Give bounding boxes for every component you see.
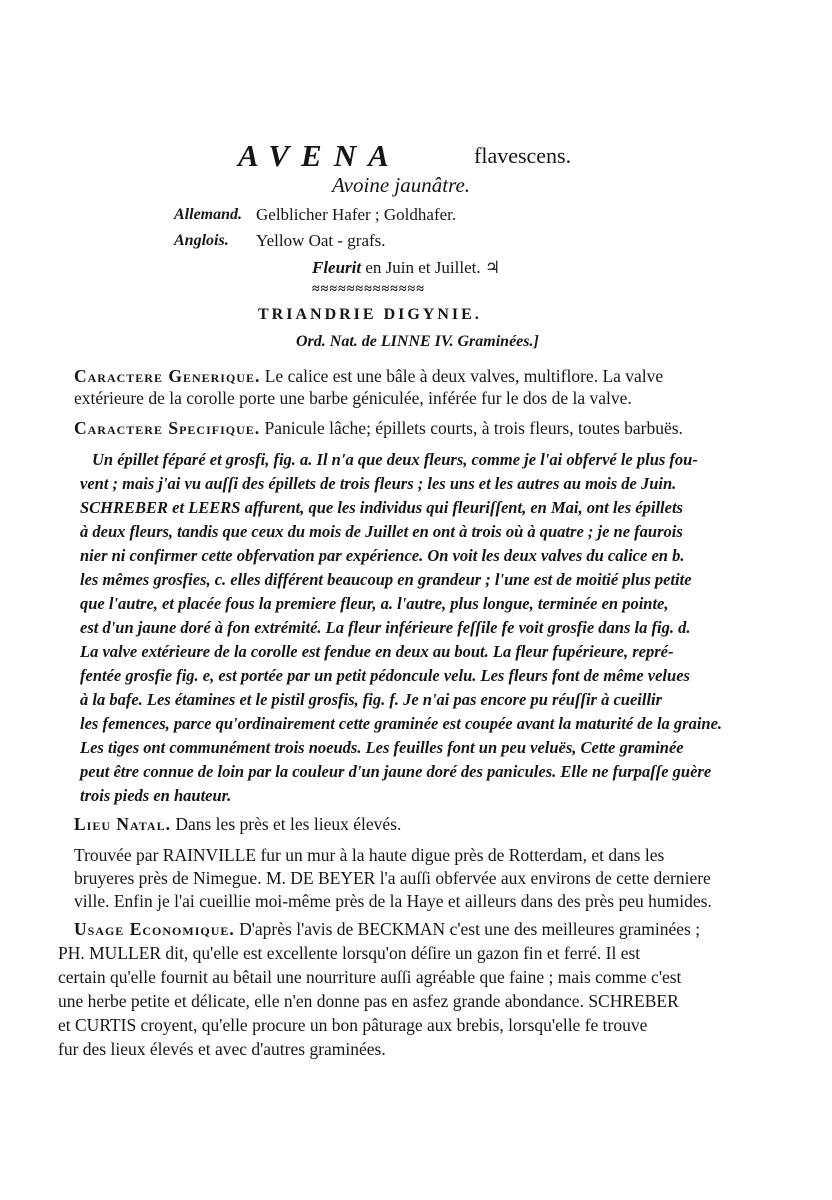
description-line: Un épillet féparé et grosfi, fig. a. Il n'a que deux fleurs, comme je l'ai obfervé le plus fou- (92, 450, 698, 469)
description-line: trois pieds en hauteur. (80, 786, 232, 805)
linnaean-class: TRIANDRIE DIGYNIE. (258, 306, 482, 323)
economic-use-label: Usage Economique. (74, 919, 235, 939)
specific-character (74, 418, 683, 439)
ornament-divider: ≈≈≈≈≈≈≈≈≈≈≈≈≈ (312, 282, 425, 297)
genus-title: AVENA (238, 138, 401, 173)
language-value-english: Yellow Oat - grafs. (256, 231, 386, 250)
locality-line: ville. Enfin je l'ai cueillie moi-même près de la Haye et ailleurs dans des près peu humides. (74, 891, 712, 911)
native-habitat (74, 814, 401, 835)
generic-character-text-1: Le calice est une bâle à deux valves, multiflore. La valve (264, 366, 664, 386)
locality-line: Trouvée par RAINVILLE fur un mur à la haute digue près de Rotterdam, et dans les (74, 845, 665, 865)
flowering-label: Fleurit (312, 258, 362, 277)
economic-use-line: et CURTIS croyent, qu'elle procure un bon pâturage aux brebis, lorsqu'elle fe trouve (58, 1015, 648, 1035)
species-title: flavescens. (474, 143, 572, 168)
description-line: peut être connue de loin par la couleur d'un jaune doré des panicules. Elle ne furpaſſe guère (80, 762, 712, 781)
description-line: que l'autre, et placée fous la premiere fleur, a. l'autre, plus longue, terminée en pointe, (80, 594, 669, 613)
description-line: à la bafe. Les étamines et le pistil grosfis, fig. f. Je n'ai pas encore pu réuſſir à cueillir (80, 690, 663, 709)
economic-use-line-1 (74, 919, 700, 940)
description-line: à deux fleurs, tandis que ceux du mois de Juillet en ont à trois où à quatre ; je ne faurois (80, 522, 683, 541)
generic-character-line-2: extérieure de la corolle porte une barbe géniculée, inférée fur le dos de la valve. (74, 388, 632, 408)
description-line: SCHREBER et LEERS affurent, que les individus qui fleuriſſent, en Mai, ont les épillets (80, 498, 683, 517)
specific-character-text: Panicule lâche; épillets courts, à trois fleurs, toutes barbuës. (264, 418, 683, 438)
description-line: les femences, parce qu'ordinairement cette graminée est coupée avant la maturité de la graine. (80, 714, 723, 733)
generic-character-line-1 (74, 366, 663, 387)
french-name: Avoine jaunâtre. (332, 173, 471, 197)
native-habitat-label: Lieu Natal. (74, 814, 171, 834)
description-line: fentée grosfie fig. e, est portée par un petit pédoncule velu. Les fleurs font de même velues (80, 666, 690, 685)
native-habitat-text: Dans les près et les lieux élevés. (175, 814, 402, 834)
description-line: Les tiges ont communément trois noeuds. Les feuilles font un peu veluës, Cette graminée (80, 738, 684, 757)
locality-line: bruyeres près de Nimegue. M. DE BEYER l'a auſſi obfervée aux environs de cette derniere (74, 868, 711, 888)
economic-use-text-1: D'après l'avis de BECKMAN c'est une des meilleures graminées ; (239, 919, 701, 939)
description-line: est d'un jaune doré à fon extrémité. La fleur inférieure feſſile fe voit grosfie dans la fig. d. (80, 618, 691, 637)
generic-character-label: Caractere Generique. (74, 366, 261, 386)
economic-use-line: fur des lieux élevés et avec d'autres graminées. (58, 1039, 386, 1059)
flowering-line (312, 258, 500, 278)
description-line: les mêmes grosfies, c. elles différent beaucoup en grandeur ; l'une est de moitié plus petite (80, 570, 692, 589)
description-line: vent ; mais j'ai vu auſſi des épillets de trois fleurs ; les uns et les autres au mois de Juin. (80, 474, 677, 493)
economic-use-line: une herbe petite et délicate, elle n'en donne pas en asfez grande abondance. SCHREBER (58, 991, 679, 1011)
description-line: La valve extérieure de la corolle est fendue en deux au bout. La fleur fupérieure, repré- (80, 642, 674, 661)
language-value-german: Gelblicher Hafer ; Goldhafer. (256, 205, 457, 224)
economic-use-line: PH. MULLER dit, qu'elle est excellente lorsqu'on déſire un gazon fin et ferré. Il est (58, 943, 641, 963)
natural-order: Ord. Nat. de LINNE IV. Graminées.] (296, 333, 539, 350)
description-line: nier ni confirmer cette obfervation par expérience. On voit les deux valves du calice en b. (80, 546, 685, 565)
flowering-period: en Juin et Juillet. ♃ (365, 258, 501, 277)
language-label-german: Allemand. (174, 206, 243, 223)
economic-use-line: certain qu'elle fournit au bêtail une nourriture auſſi agréable que faine ; mais comme c'est (58, 967, 682, 987)
specific-character-label: Caractere Specifique. (74, 418, 261, 438)
language-label-english: Anglois. (174, 232, 229, 249)
